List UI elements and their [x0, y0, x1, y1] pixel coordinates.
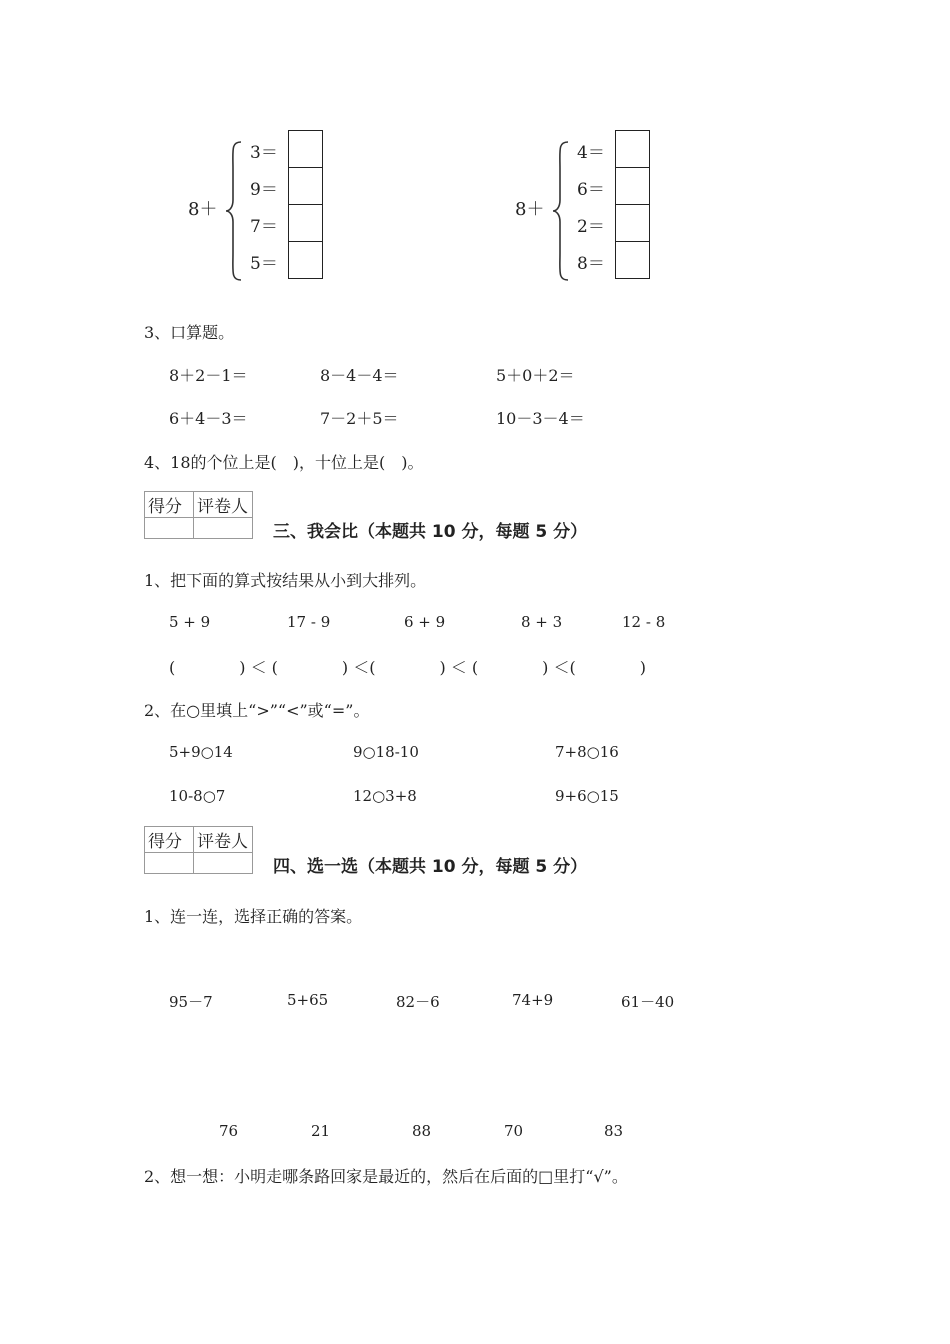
section3-title: 三、我会比（本题共 10 分，每题 5 分） [273, 522, 588, 542]
group-item: 5＝ [250, 254, 278, 274]
s4-q1-answer: 21 [311, 1122, 331, 1140]
s4-q1-answer: 83 [604, 1122, 624, 1140]
section4-title: 四、选一选（本题共 10 分，每题 5 分） [273, 857, 588, 877]
brace-icon [225, 140, 243, 282]
answer-box[interactable] [289, 242, 322, 278]
s4-q2-title: 2、想一想：小明走哪条路回家是最近的，然后在后面的□里打“√”。 [144, 1167, 628, 1186]
q4-text: 4、18的个位上是( )，十位上是( )。 [144, 453, 424, 472]
s3-q2-title: 2、在○里填上“>”“<”或“=”。 [144, 701, 370, 720]
score-table [144, 491, 253, 539]
s4-q1-expr: 95－7 [169, 993, 213, 1011]
answer-box[interactable] [289, 168, 322, 205]
group-item: 4＝ [577, 143, 605, 163]
answer-box[interactable] [289, 131, 322, 168]
s3-q2-expr: 7+8○16 [555, 743, 619, 761]
answer-box[interactable] [616, 168, 649, 205]
s4-q1-expr: 82－6 [396, 993, 440, 1011]
s4-q1-title: 1、连一连，选择正确的答案。 [144, 907, 363, 926]
answer-box[interactable] [289, 205, 322, 242]
s3-q1-expr: 5 + 9 [169, 613, 211, 631]
answer-box[interactable] [616, 242, 649, 278]
s3-q1-expr: 6 + 9 [404, 613, 446, 631]
group-item: 2＝ [577, 217, 605, 237]
s3-q1-expr: 17 - 9 [287, 613, 331, 631]
s3-q1-title: 1、把下面的算式按结果从小到大排列。 [144, 571, 427, 590]
s4-q1-answer: 70 [504, 1122, 524, 1140]
q3-expr: 10－3－4＝ [496, 409, 585, 428]
grader-label: 评卷人 [194, 827, 253, 853]
brace-group-right [515, 130, 675, 285]
s3-q2-expr: 12○3+8 [353, 787, 417, 805]
s4-q1-answer: 88 [412, 1122, 432, 1140]
s3-q2-expr: 9○18-10 [353, 743, 419, 761]
group-item: 7＝ [250, 217, 278, 237]
s3-q2-expr: 5+9○14 [169, 743, 233, 761]
s4-q1-expr: 61－40 [621, 993, 675, 1011]
s4-q1-expr: 74+9 [512, 991, 554, 1009]
score-cell[interactable] [145, 853, 194, 874]
answer-box[interactable] [616, 205, 649, 242]
s3-q2-expr: 10-8○7 [169, 787, 226, 805]
s4-q1-answer: 76 [219, 1122, 239, 1140]
q3-expr: 6＋4－3＝ [169, 409, 248, 428]
score-table [144, 826, 253, 874]
brace-icon [552, 140, 570, 282]
grader-cell[interactable] [194, 853, 253, 874]
group-lhs: 8＋ [515, 199, 545, 220]
answer-boxes [288, 130, 323, 279]
q3-expr: 8＋2－1＝ [169, 366, 248, 385]
answer-box[interactable] [616, 131, 649, 168]
s4-q1-expr: 5+65 [287, 991, 329, 1009]
brace-group-left [188, 130, 348, 285]
group-item: 9＝ [250, 180, 278, 200]
score-label: 得分 [145, 492, 194, 518]
s3-q1-expr: 8 + 3 [521, 613, 563, 631]
s3-q1-expr: 12 - 8 [622, 613, 666, 631]
group-item: 3＝ [250, 143, 278, 163]
group-item: 6＝ [577, 180, 605, 200]
q3-expr: 5＋0＋2＝ [496, 366, 575, 385]
group-lhs: 8＋ [188, 199, 218, 220]
grader-cell[interactable] [194, 518, 253, 539]
s3-q2-expr: 9+6○15 [555, 787, 619, 805]
group-item: 8＝ [577, 254, 605, 274]
score-cell[interactable] [145, 518, 194, 539]
q3-expr: 8－4－4＝ [320, 366, 399, 385]
q3-expr: 7－2＋5＝ [320, 409, 399, 428]
answer-boxes [615, 130, 650, 279]
s3-q1-blanks: ( ) ＜ ( ) ＜( ) ＜ ( ) ＜( ) [169, 658, 646, 677]
q3-title: 3、口算题。 [144, 323, 235, 342]
grader-label: 评卷人 [194, 492, 253, 518]
score-label: 得分 [145, 827, 194, 853]
